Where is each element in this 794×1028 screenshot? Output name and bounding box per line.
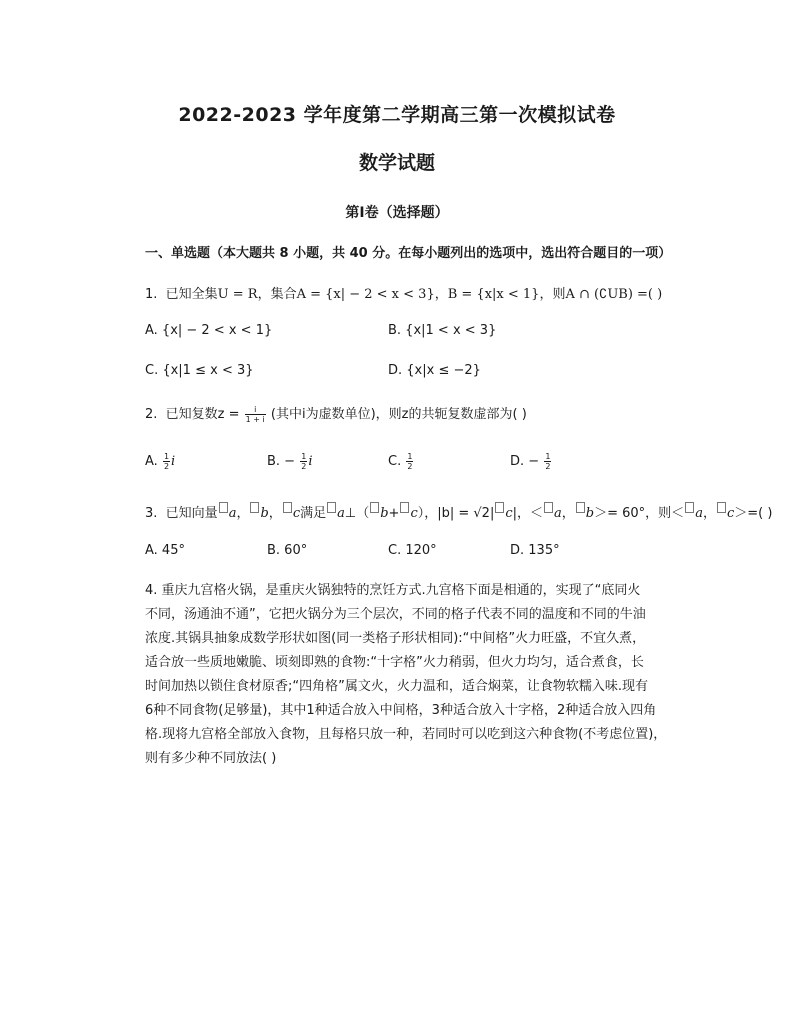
- vector-a: a: [554, 506, 562, 521]
- stem-text: ＞= 60°，则＜: [594, 506, 685, 521]
- question-4-line: 6种不同食物(足够量)，其中1种适合放入中间格，3种适合放入十字格，2种适合放入四角: [145, 703, 657, 718]
- q3-option-c[interactable]: C. 120°: [388, 543, 437, 558]
- q3-option-d[interactable]: D. 135°: [510, 543, 560, 558]
- fraction-numerator: 1: [301, 452, 307, 461]
- section-heading: 一、单选题（本大题共 8 小题，共 40 分。在每小题列出的选项中，选出符合题目的一项）: [145, 246, 672, 261]
- fraction-numerator: 1: [163, 452, 170, 461]
- comma: ，: [236, 506, 250, 521]
- question-4-line: 时间加热以锁住食材原香;“四角格”属文火，火力温和，适合焖菜，让食物软糯入味.现有: [145, 679, 648, 694]
- question-stem: 已知全集U = R，集合A = {x| − 2 < x < 3}，B = {x|x < 1}，则A ∩ (∁UB) =( ): [165, 287, 663, 302]
- q2-option-a[interactable]: [145, 452, 175, 471]
- question-2: [145, 403, 527, 424]
- vector-arrow-placeholder: [370, 502, 379, 513]
- fraction-numerator: i: [245, 405, 266, 415]
- comma: ，: [561, 506, 575, 521]
- fraction-numerator: 1: [407, 452, 413, 461]
- q1-option-b[interactable]: B. {x|1 < x < 3}: [388, 323, 497, 338]
- question-4-line: 则有多少种不同放法( ): [145, 751, 277, 766]
- q1-option-c[interactable]: C. {x|1 ≤ x < 3}: [145, 363, 254, 378]
- question-stem-end: (其中i为虚数单位)，则z的共轭复数虚部为( ): [270, 407, 527, 422]
- vector-arrow-placeholder: [250, 502, 259, 513]
- fraction: [300, 452, 307, 471]
- option-tail: i: [171, 454, 176, 469]
- vector-a: a: [228, 506, 237, 521]
- question-4-line: 格.现将九宫格全部放入食物，且每格只放一种，若同时可以吃到这六种食物(不考虑位置)，: [145, 727, 667, 742]
- fraction: [163, 452, 170, 471]
- fraction-numerator: 1: [545, 452, 551, 461]
- q1-option-a[interactable]: A. {x| − 2 < x < 1}: [145, 323, 273, 338]
- fraction: [544, 452, 551, 471]
- question-number: 1.: [145, 287, 158, 302]
- fraction: [245, 405, 266, 424]
- question-4-line: 4. 重庆九宫格火锅，是重庆火锅独特的烹饪方式.九宫格下面是相通的，实现了“底同火: [145, 583, 641, 598]
- vector-a: a: [337, 506, 345, 521]
- question-4-line: 不同，汤通油不通”，它把火锅分为三个层次，不同的格子代表不同的温度和不同的牛油: [145, 607, 646, 622]
- q2-option-d[interactable]: [510, 452, 552, 471]
- vector-b: b: [380, 506, 389, 521]
- option-label: A.: [145, 454, 158, 469]
- vector-arrow-placeholder: [283, 502, 292, 513]
- vector-arrow-placeholder: [327, 502, 336, 513]
- question-stem-start: 已知复数z =: [165, 407, 240, 422]
- vector-c: c: [292, 506, 301, 521]
- q2-option-c[interactable]: [388, 452, 414, 471]
- vector-arrow-placeholder: [495, 502, 504, 513]
- vector-c: c: [410, 506, 418, 521]
- fraction-denominator: 2: [545, 462, 551, 471]
- option-label: C.: [388, 454, 402, 469]
- stem-text: 满足: [300, 506, 327, 521]
- comma: ，: [702, 506, 716, 521]
- stem-text: |，＜: [512, 506, 543, 521]
- option-label: B. −: [267, 454, 296, 469]
- vector-c: c: [505, 506, 513, 521]
- option-label: D. −: [510, 454, 540, 469]
- stem-text: ），|b| = √2|: [417, 506, 495, 521]
- fraction: [406, 452, 413, 471]
- stem-text: 已知向量: [165, 506, 218, 521]
- option-tail: i: [308, 454, 313, 469]
- fraction-denominator: 2: [301, 462, 307, 471]
- question-number: 2.: [145, 407, 158, 422]
- stem-text: +: [388, 506, 400, 521]
- vector-arrow-placeholder: [685, 502, 694, 513]
- vector-c: c: [726, 506, 735, 521]
- fraction-denominator: 2: [163, 462, 170, 471]
- question-4-line: 浓度.其锅具抽象成数学形状如图(同一类格子形状相同):“中间格”火力旺盛，不宜久煮，: [145, 631, 646, 646]
- q1-option-d[interactable]: D. {x|x ≤ −2}: [388, 363, 481, 378]
- question-4-line: 适合放一些质地嫩脆、顷刻即熟的食物:“十字格”火力稍弱，但火力均匀，适合煮食，长: [145, 655, 644, 670]
- comma: ，: [268, 506, 282, 521]
- stem-text: ⊥（: [344, 506, 370, 521]
- question-1: [145, 283, 662, 302]
- vector-arrow-placeholder: [544, 502, 553, 513]
- subject-title: 数学试题: [358, 152, 435, 174]
- vector-b: b: [585, 506, 595, 521]
- question-4: [145, 579, 667, 771]
- exam-title: 2022-2023 学年度第二学期高三第一次模拟试卷: [178, 104, 616, 126]
- vector-arrow-placeholder: [219, 502, 228, 513]
- vector-arrow-placeholder: [400, 502, 409, 513]
- part-title: 第Ⅰ卷（选择题）: [345, 205, 449, 221]
- q3-option-a[interactable]: A. 45°: [145, 543, 185, 558]
- q3-option-b[interactable]: B. 60°: [267, 543, 308, 558]
- question-number: 3.: [145, 506, 158, 521]
- vector-arrow-placeholder: [717, 502, 726, 513]
- vector-arrow-placeholder: [576, 502, 585, 513]
- q2-option-b[interactable]: [267, 452, 312, 471]
- question-3: [145, 502, 772, 521]
- fraction-denominator: 2: [407, 462, 413, 471]
- vector-b: b: [260, 506, 269, 521]
- fraction-denominator: 1 + i: [245, 415, 265, 424]
- stem-text: ＞=( ): [734, 506, 773, 521]
- vector-a: a: [695, 506, 703, 521]
